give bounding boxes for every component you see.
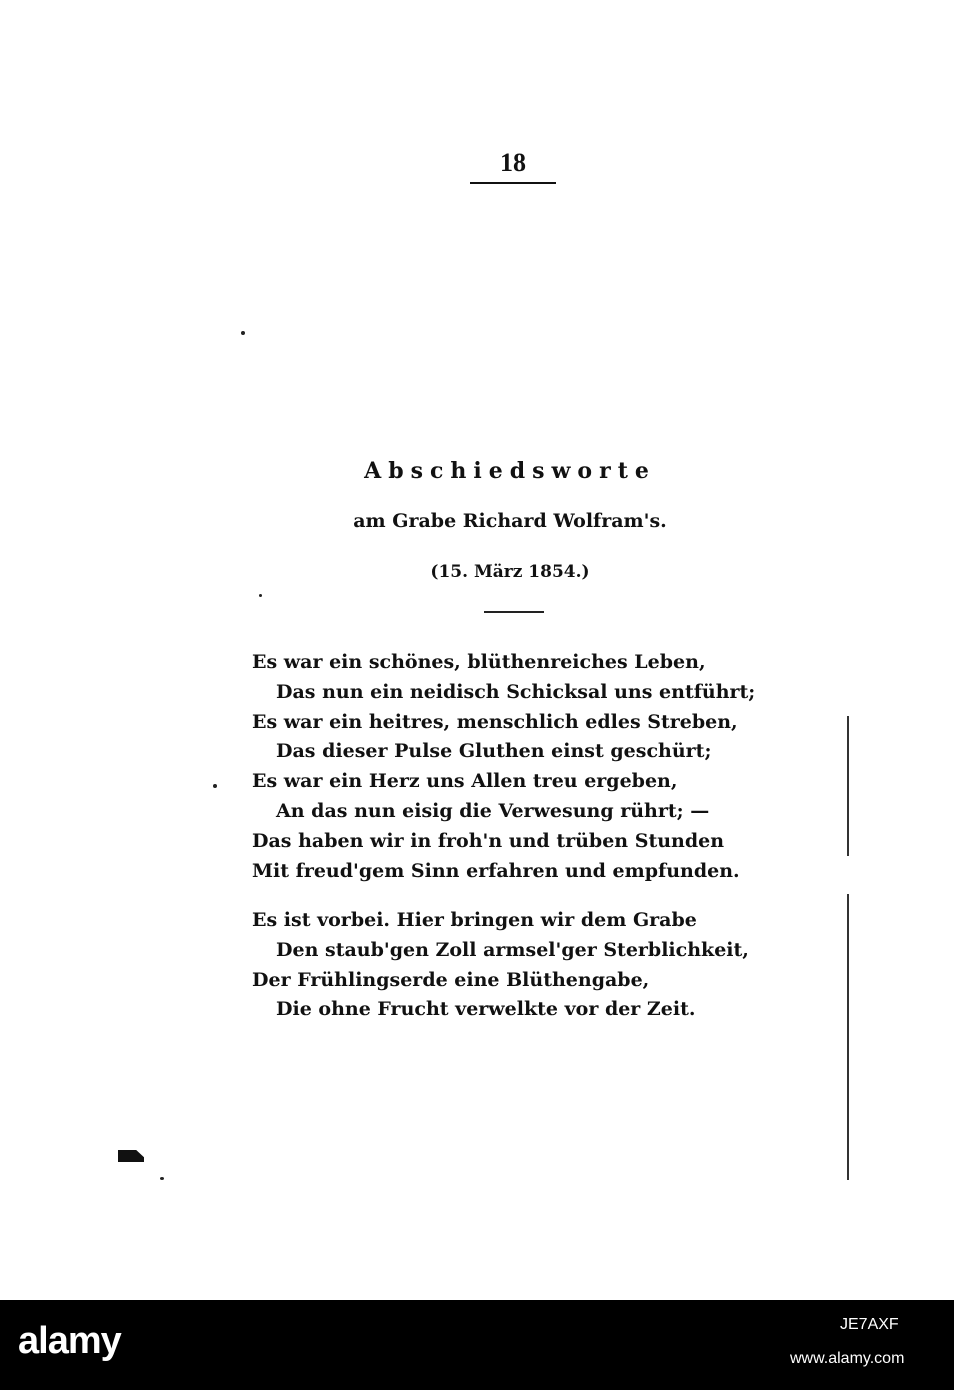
- section-divider: [484, 611, 544, 613]
- ink-speck: [160, 1177, 164, 1180]
- verse-line: Das nun ein neidisch Schicksal uns entführt;: [276, 680, 756, 703]
- verse-line: Es war ein Herz uns Allen treu ergeben,: [252, 770, 678, 793]
- poem-subtitle: am Grabe Richard Wolfram's.: [353, 510, 667, 532]
- footer-url: www.alamy.com: [790, 1350, 905, 1367]
- ink-speck: [213, 784, 217, 788]
- stanza-1: [252, 648, 755, 886]
- page-number-rule: [470, 182, 556, 184]
- image-id: JE7AXF: [840, 1316, 899, 1333]
- scan-edge-mark: [118, 1150, 144, 1162]
- ink-speck: [241, 331, 245, 335]
- verse-line: Es war ein heitres, menschlich edles Streben,: [252, 710, 738, 733]
- verse-line: Es ist vorbei. Hier bringen wir dem Grabe: [252, 909, 697, 931]
- ink-speck: [259, 594, 262, 597]
- brand-logo: alamy: [18, 1320, 121, 1362]
- verse-line: An das nun eisig die Verwesung rührt; —: [276, 799, 710, 822]
- poem-title: Abschiedsworte: [364, 458, 656, 484]
- verse-line: Der Frühlingserde eine Blüthengabe,: [252, 968, 650, 991]
- verse-line: Es war ein schönes, blüthenreiches Leben,: [252, 651, 706, 673]
- margin-line: [847, 716, 849, 856]
- poem-date: (15. März 1854.): [430, 562, 590, 582]
- verse-line: Das dieser Pulse Gluthen einst geschürt;: [276, 740, 712, 763]
- margin-line: [847, 894, 849, 1180]
- verse-line: Den staub'gen Zoll armsel'ger Sterblichkeit,: [276, 938, 749, 961]
- watermark-footer: [0, 1300, 954, 1390]
- page-number: 18: [500, 148, 526, 177]
- stanza-2: [252, 906, 749, 1025]
- verse-line: Die ohne Frucht verwelkte vor der Zeit.: [276, 998, 696, 1021]
- verse-line: Mit freud'gem Sinn erfahren und empfunden.: [252, 859, 740, 882]
- verse-line: Das haben wir in froh'n und trüben Stunden: [252, 829, 725, 852]
